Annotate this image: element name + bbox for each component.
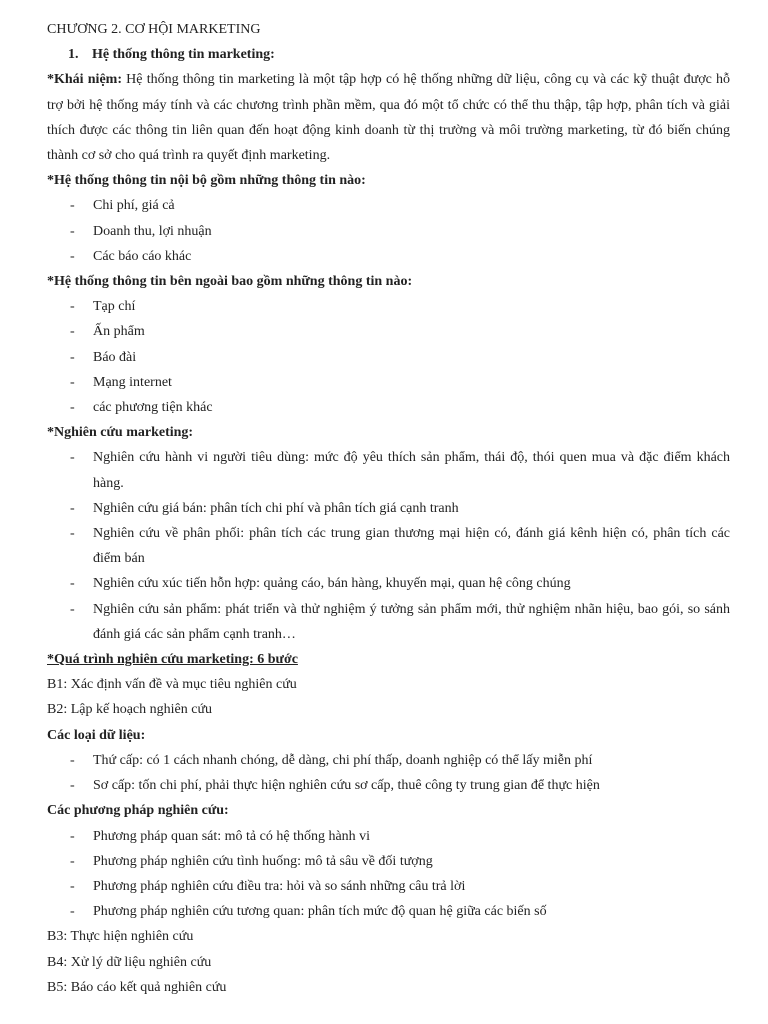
list-item	[47, 571, 730, 596]
list-item	[47, 773, 730, 798]
definition-paragraph	[47, 67, 730, 168]
list-item-text: Nghiên cứu sản phẩm: phát triển và thử nghiệm ý tưởng sản phẩm mới, thử nghiệm nhãn hiệu, bao gói, so sánh đánh giá các sản phẩm cạnh tranh…	[93, 601, 730, 642]
list-item-text: Sơ cấp: tốn chi phí, phải thực hiện nghiên cứu sơ cấp, thuê công ty trung gian để thực hiện	[93, 778, 600, 794]
step-2: B2: Lập kế hoạch nghiên cứu	[47, 702, 213, 718]
bullet-dash: -	[70, 904, 75, 920]
step-3: B3: Thực hiện nghiên cứu	[47, 929, 194, 945]
list-item	[47, 345, 730, 370]
bullet-dash: -	[70, 878, 75, 894]
list-item	[47, 319, 730, 344]
list-item	[47, 521, 730, 571]
list-item-text: Nghiên cứu xúc tiến hỗn hợp: quảng cáo, bán hàng, khuyến mại, quan hệ công chúng	[93, 576, 571, 592]
step-4: B4: Xử lý dữ liệu nghiên cứu	[47, 954, 212, 970]
list-item-text: Thứ cấp: có 1 cách nhanh chóng, dễ dàng, chi phí thấp, doanh nghiệp có thể lấy miễn phí	[93, 752, 593, 768]
data-types-heading: Các loại dữ liệu:	[47, 727, 146, 743]
list-item	[47, 370, 730, 395]
definition-text: Hệ thống thông tin marketing là một tập hợp có hệ thống những dữ liệu, công cụ và các kỹ thuật được hỗ trợ bởi hệ thống máy tính và các chương trình phần mềm, qua đó một tổ chức có thể thu thập, tập hợp, phân tích và giải thích được các thông tin liên quan đến hoạt động kinh doanh từ thị trường và môi trường marketing, từ đó biến chúng thành cơ sở cho quá trình ra quyết định marketing.	[47, 72, 731, 164]
list-item-text: Mạng internet	[93, 374, 172, 390]
list-item	[47, 849, 730, 874]
chapter-title: CHƯƠNG 2. CƠ HỘI MARKETING	[47, 22, 261, 37]
list-item	[47, 874, 730, 899]
list-item-text: Báo đài	[93, 349, 137, 365]
list-item-text: Tạp chí	[93, 299, 136, 315]
bullet-dash: -	[70, 853, 75, 869]
list-item	[47, 445, 730, 495]
bullet-dash: -	[70, 400, 75, 416]
bullet-dash: -	[70, 223, 75, 239]
list-item	[47, 219, 730, 244]
research-heading: *Nghiên cứu marketing:	[47, 425, 194, 441]
list-item-text: Phương pháp nghiên cứu điều tra: hỏi và so sánh những câu trả lời	[93, 878, 466, 894]
list-item	[47, 748, 730, 773]
process-heading: *Quá trình nghiên cứu marketing: 6 bước	[47, 652, 298, 668]
list-item-text: các phương tiện khác	[93, 400, 213, 416]
step-5: B5: Báo cáo kết quả nghiên cứu	[47, 979, 227, 995]
bullet-dash: -	[70, 299, 75, 315]
bullet-dash: -	[70, 778, 75, 794]
bullet-dash: -	[70, 349, 75, 365]
list-item-text: Phương pháp nghiên cứu tình huống: mô tả sâu về đối tượng	[93, 853, 433, 869]
list-item	[47, 496, 730, 521]
list-item-text: Nghiên cứu về phân phối: phân tích các trung gian thương mại hiện có, đánh giá kênh hiện có, phân tích các điểm bán	[93, 526, 730, 567]
bullet-dash: -	[70, 198, 75, 214]
list-item-text: Phương pháp nghiên cứu tương quan: phân tích mức độ quan hệ giữa các biến số	[93, 904, 547, 920]
list-item-text: Doanh thu, lợi nhuận	[93, 223, 212, 239]
list-item-text: Phương pháp quan sát: mô tả có hệ thống hành vi	[93, 828, 371, 844]
list-item	[47, 899, 730, 924]
list-item	[47, 597, 730, 647]
bullet-dash: -	[70, 601, 75, 617]
bullet-dash: -	[70, 576, 75, 592]
section-number: 1.	[68, 47, 79, 63]
list-item	[47, 244, 730, 269]
list-item	[47, 395, 730, 420]
list-item-text: Chi phí, giá cả	[93, 198, 175, 214]
step-1: B1: Xác định vấn đề và mục tiêu nghiên cứu	[47, 677, 297, 693]
bullet-dash: -	[70, 248, 75, 264]
list-item	[47, 193, 730, 218]
external-info-heading: *Hệ thống thông tin bên ngoài bao gồm những thông tin nào:	[47, 274, 413, 290]
list-item	[47, 294, 730, 319]
bullet-dash: -	[70, 374, 75, 390]
bullet-dash: -	[70, 526, 75, 542]
section-heading	[47, 42, 730, 67]
bullet-dash: -	[70, 500, 75, 516]
bullet-dash: -	[70, 828, 75, 844]
bullet-dash: -	[70, 450, 75, 466]
internal-info-heading: *Hệ thống thông tin nội bộ gồm những thông tin nào:	[47, 173, 366, 189]
methods-heading: Các phương pháp nghiên cứu:	[47, 803, 229, 819]
list-item-text: Nghiên cứu hành vi người tiêu dùng: mức độ yêu thích sản phẩm, thái độ, thói quen mua và đặc điểm khách hàng.	[93, 450, 730, 491]
definition-label: *Khái niệm:	[47, 72, 122, 88]
section-title: Hệ thống thông tin marketing:	[92, 47, 275, 63]
list-item	[47, 824, 730, 849]
list-item-text: Ấn phẩm	[93, 324, 145, 340]
list-item-text: Các báo cáo khác	[93, 248, 192, 264]
bullet-dash: -	[70, 324, 75, 340]
list-item-text: Nghiên cứu giá bán: phân tích chi phí và phân tích giá cạnh tranh	[93, 500, 459, 516]
bullet-dash: -	[70, 752, 75, 768]
